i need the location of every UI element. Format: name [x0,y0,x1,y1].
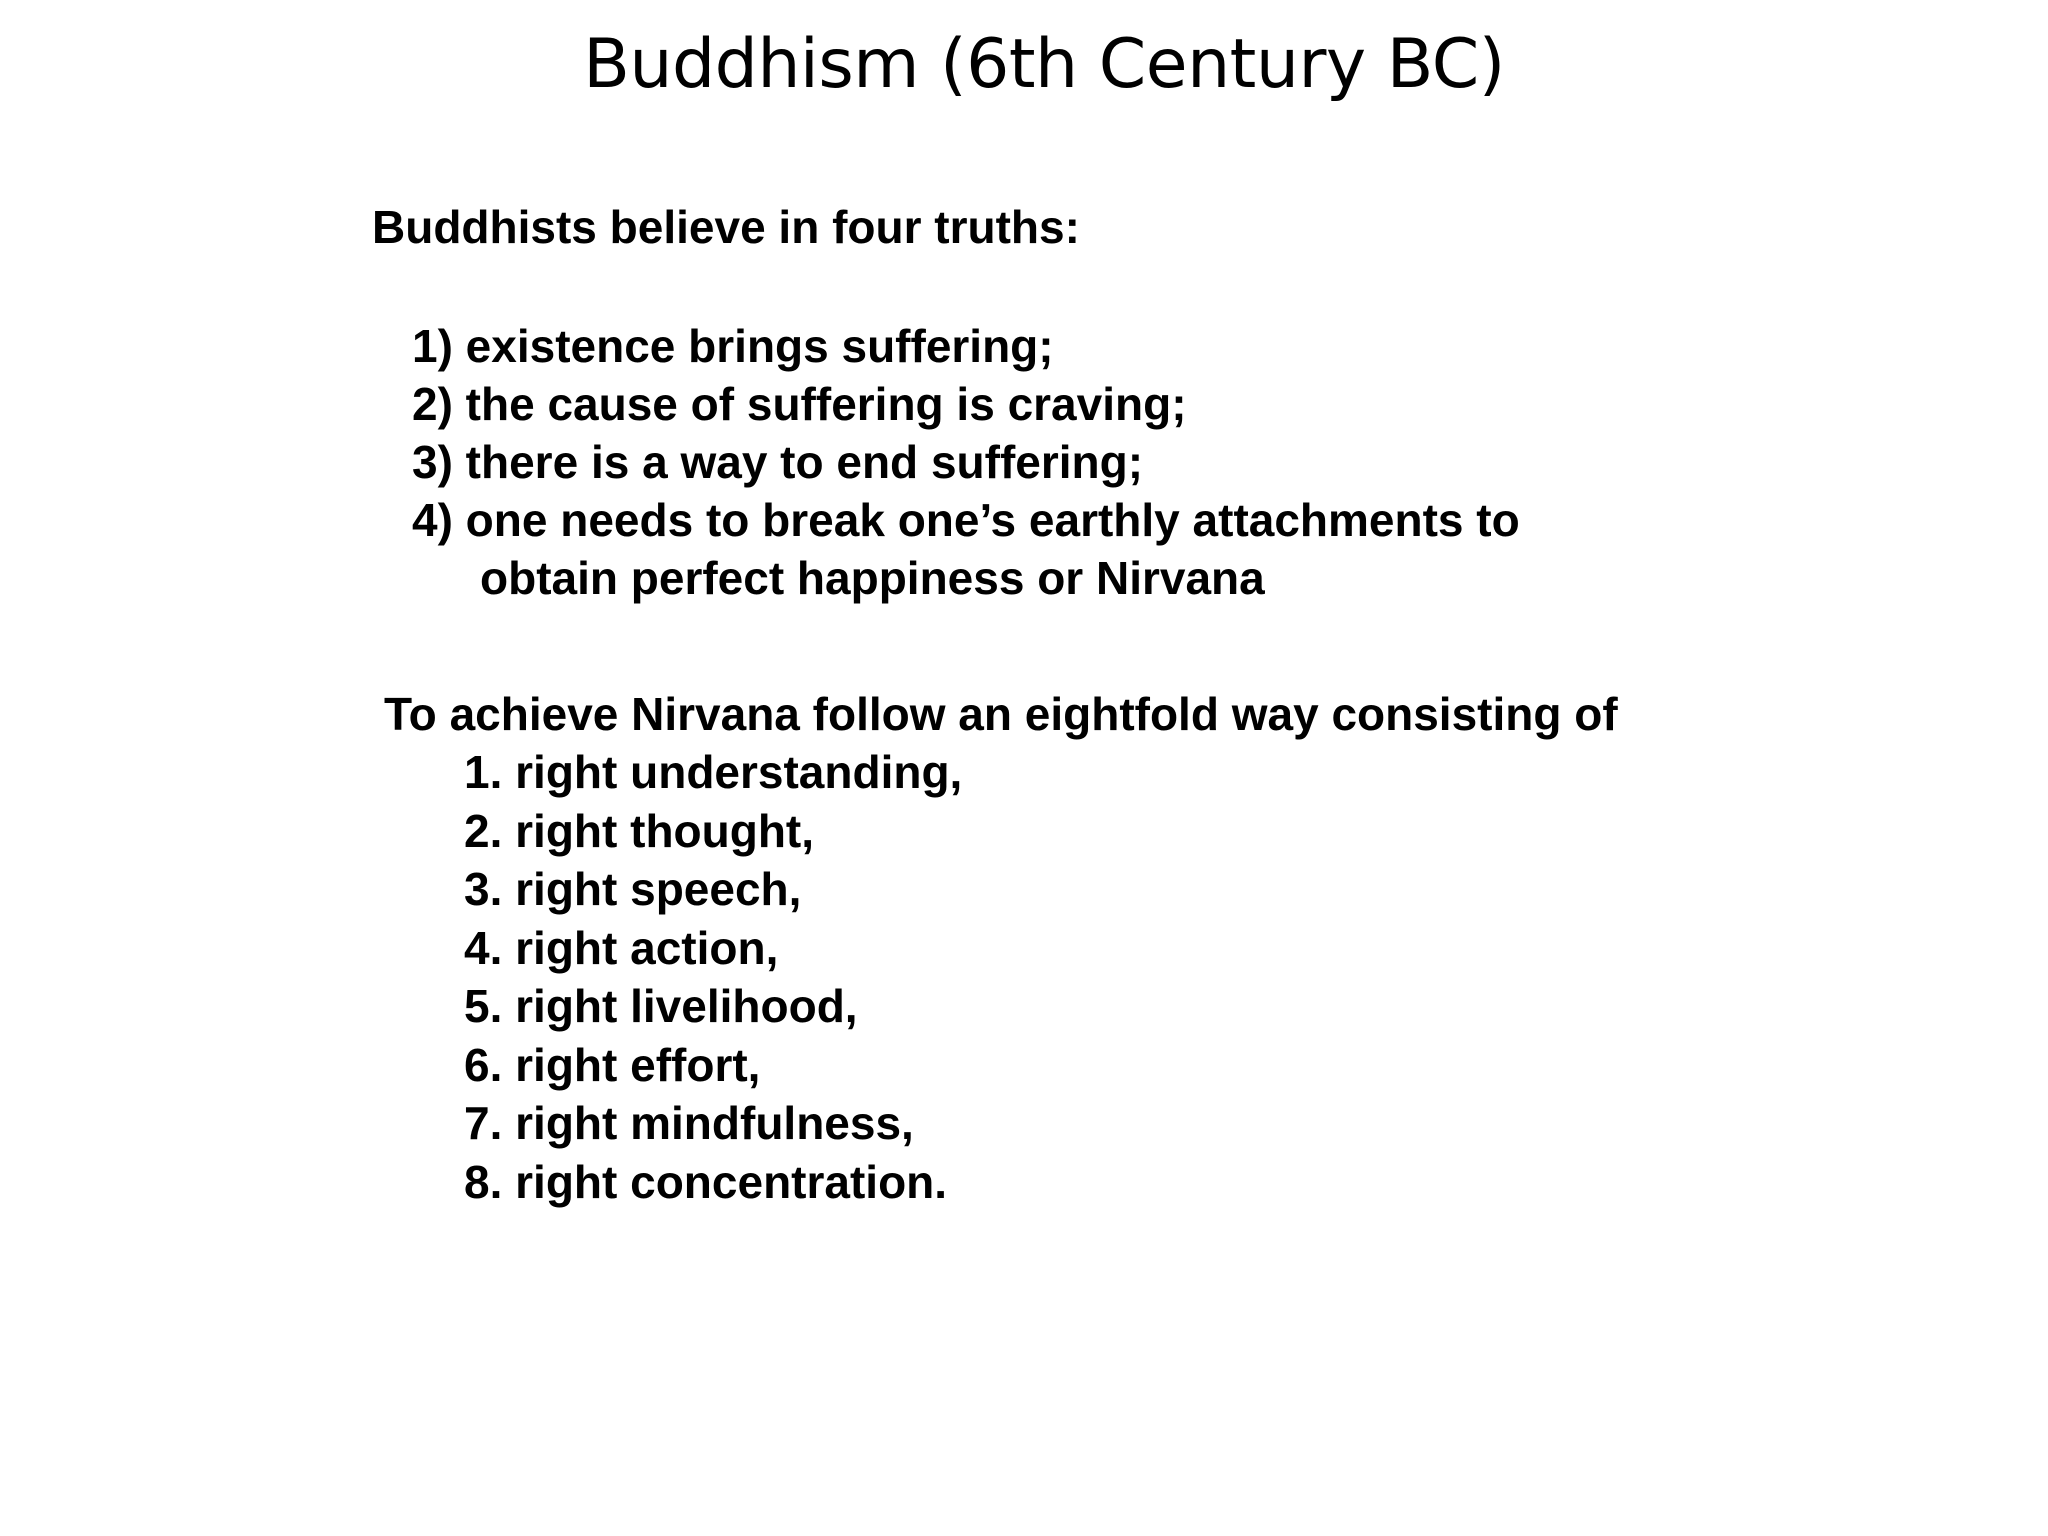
eightfold-item: 3. right speech, [464,863,802,915]
eightfold-item: 4. right action, [464,921,779,974]
truths-list [412,317,1520,607]
eightfold-item: 2. right thought, [464,804,815,857]
eightfold-item: 1. right understanding, [464,746,963,798]
truth-item-text: 4) one needs to break one’s earthly attachments to [412,494,1520,546]
truth-item: 2) the cause of suffering is craving; [412,378,1187,430]
eightfold-item: 6. right effort, [464,1038,761,1091]
truth-item: 3) there is a way to end suffering; [412,436,1144,488]
truth-item: 1) existence brings suffering; [412,320,1054,372]
eightfold-item: 7. right mindfulness, [464,1097,914,1149]
truth-item-continuation: obtain perfect happiness or Nirvana [480,552,1265,604]
eightfold-list [464,743,962,1211]
slide-title: Buddhism (6th Century BC) [583,25,1505,104]
truths-heading: Buddhists believe in four truths: [372,201,1080,253]
eightfold-item: 5. right livelihood, [464,980,858,1032]
eightfold-item: 8. right concentration. [464,1155,948,1208]
eightfold-heading: To achieve Nirvana follow an eightfold way consisting of [384,688,1618,740]
truth-item [412,491,1520,607]
